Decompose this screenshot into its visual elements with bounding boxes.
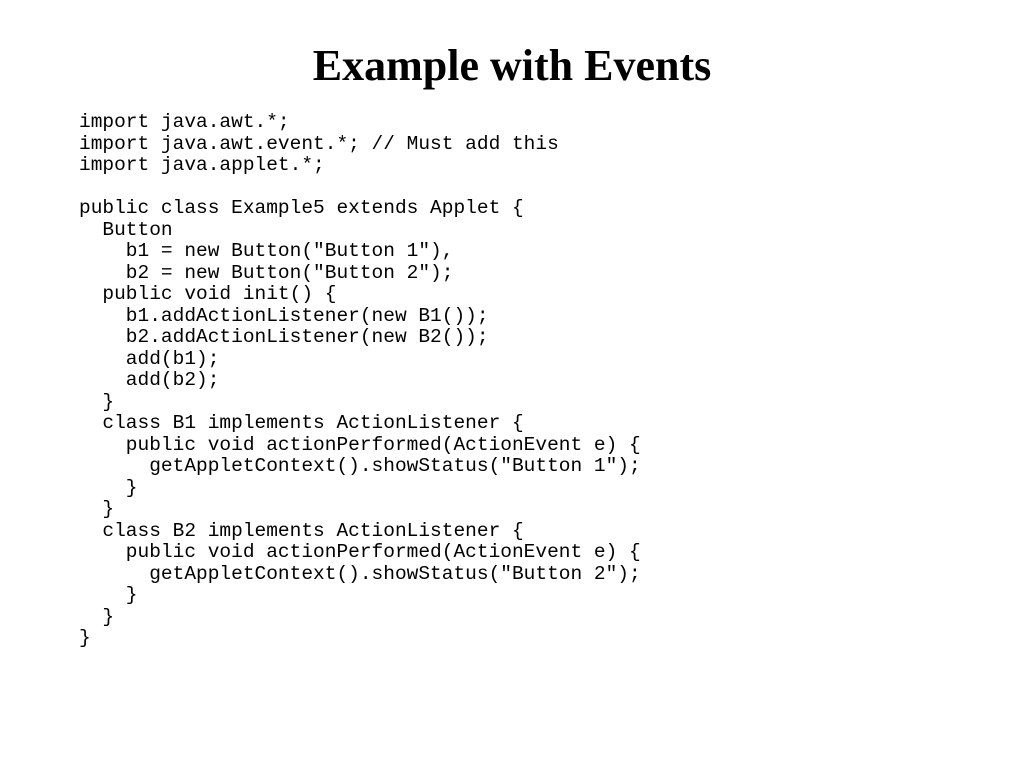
code-line: public void actionPerformed(ActionEvent e) { bbox=[79, 433, 641, 456]
code-line: add(b2); bbox=[79, 369, 220, 391]
code-line: b1.addActionListener(new B1()); bbox=[79, 304, 489, 327]
code-line: add(b1); bbox=[79, 347, 220, 370]
code-block bbox=[79, 112, 641, 650]
code-line: } bbox=[79, 476, 138, 499]
code-line: } bbox=[79, 605, 115, 628]
code-line: public void init() { bbox=[79, 283, 337, 305]
slide-title: Example with Events bbox=[312, 41, 712, 90]
code-line: class B2 implements ActionListener { bbox=[79, 519, 524, 542]
code-line: getAppletContext().showStatus("Button 2"); bbox=[79, 562, 641, 585]
code-line: import java.awt.*; bbox=[79, 111, 290, 133]
code-line: } bbox=[79, 627, 91, 649]
code-line: b1 = new Button("Button 1"), bbox=[79, 240, 454, 262]
code-line: b2.addActionListener(new B2()); bbox=[79, 326, 489, 348]
code-line bbox=[79, 177, 641, 199]
code-line: b2 = new Button("Button 2"); bbox=[79, 261, 454, 284]
code-line: import java.awt.event.*; // Must add this bbox=[79, 132, 559, 155]
code-line: class B1 implements ActionListener { bbox=[79, 412, 524, 434]
code-line: public class Example5 extends Applet { bbox=[79, 197, 524, 219]
code-line: public void actionPerformed(ActionEvent e) { bbox=[79, 541, 641, 563]
code-line: } bbox=[79, 584, 138, 606]
code-line: } bbox=[79, 390, 115, 413]
code-line: getAppletContext().showStatus("Button 1"); bbox=[79, 455, 641, 477]
code-line: Button bbox=[79, 218, 173, 241]
code-line: } bbox=[79, 498, 115, 520]
code-line: import java.applet.*; bbox=[79, 154, 325, 176]
